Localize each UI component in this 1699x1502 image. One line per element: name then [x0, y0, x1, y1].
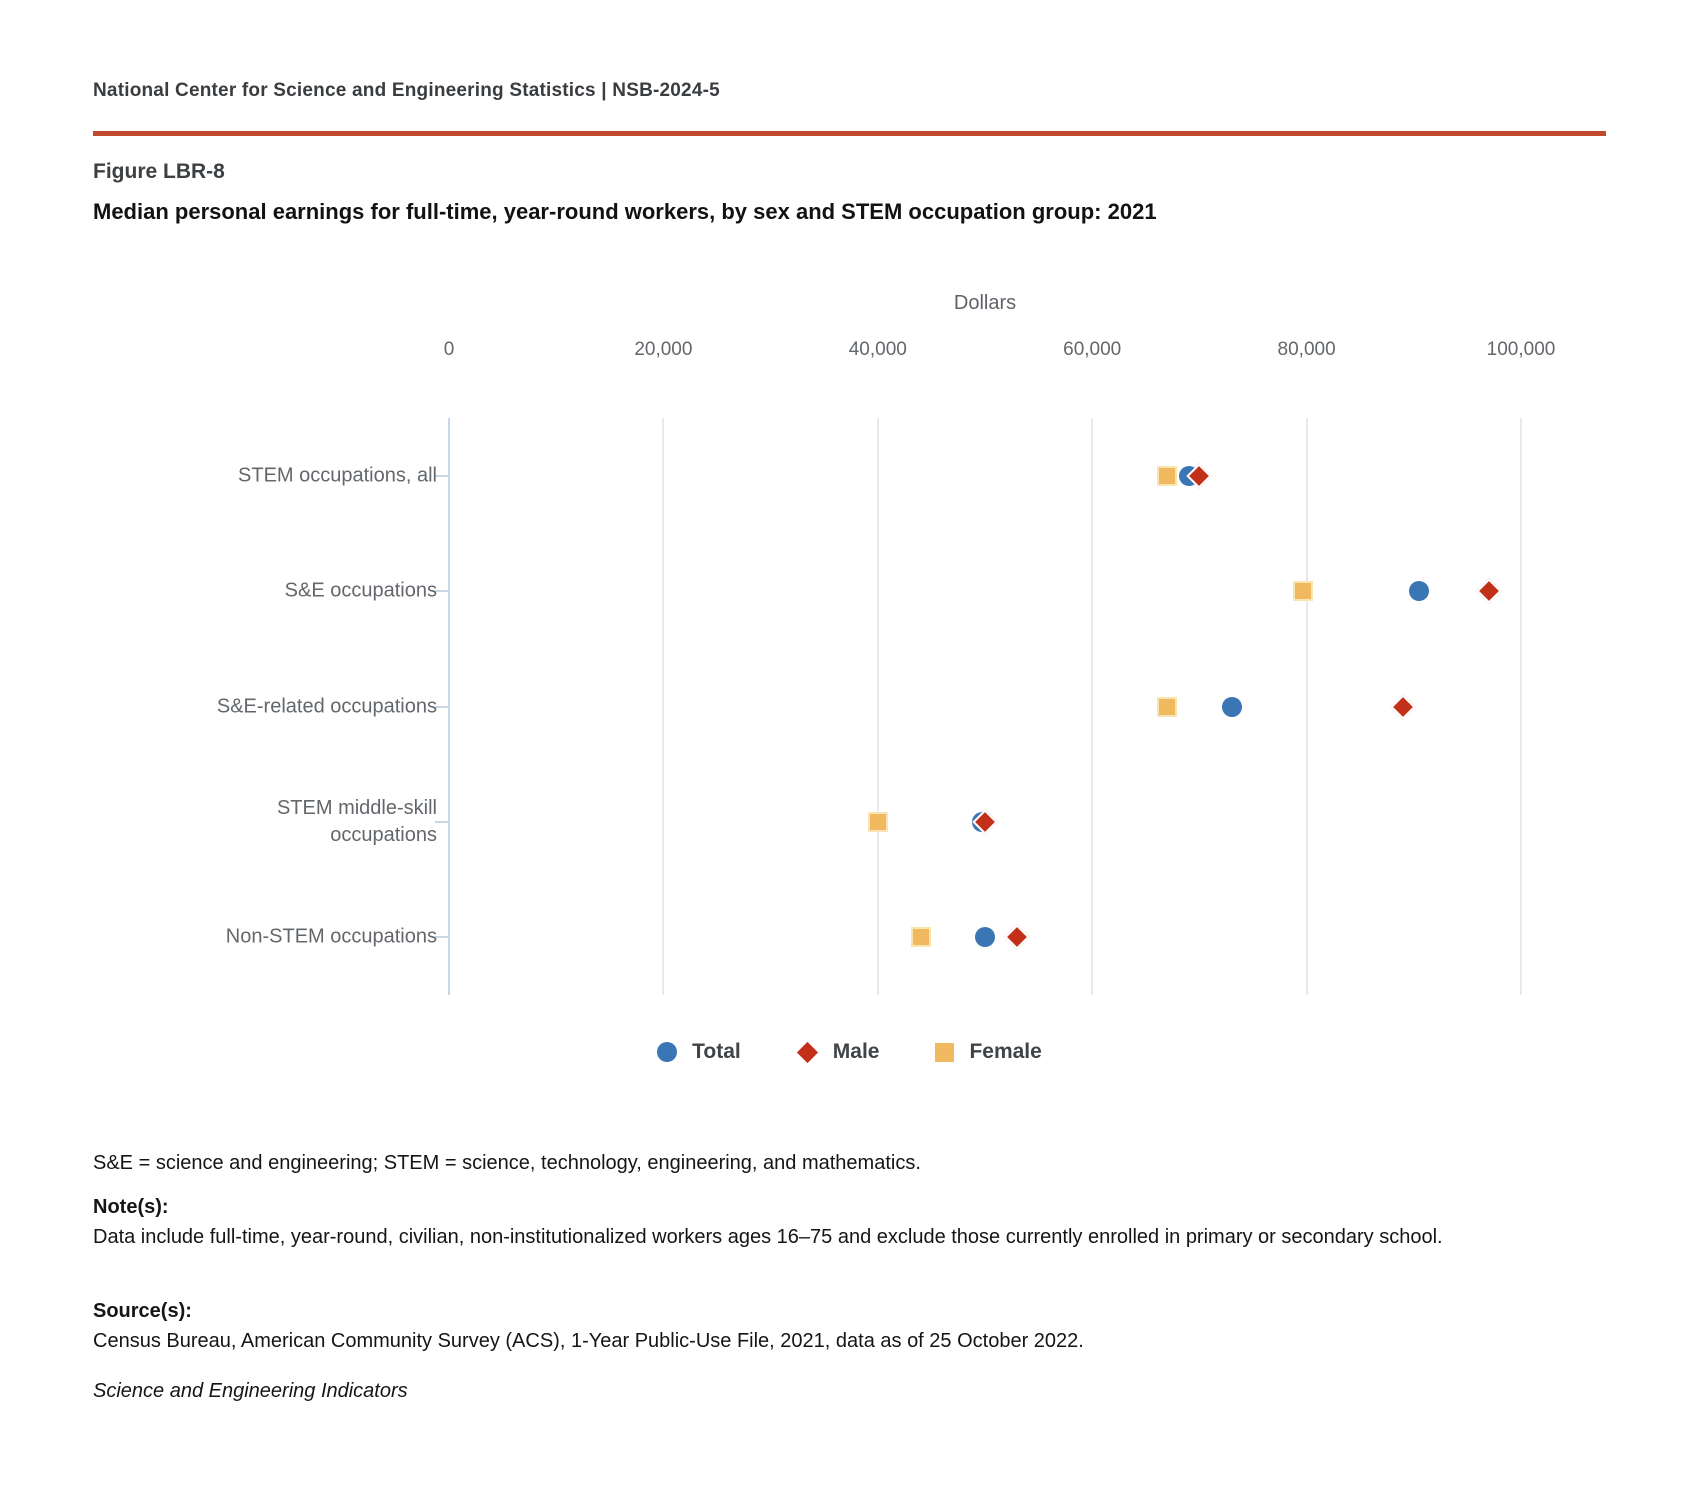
x-tick-label: 100,000: [1486, 339, 1556, 360]
category-label: STEM middle-skill occupations: [276, 796, 437, 846]
category-label: S&E occupations: [284, 579, 437, 602]
sources-label: Source(s):: [93, 1300, 192, 1322]
gridline: [1306, 418, 1308, 995]
male-marker: [1390, 694, 1415, 719]
abbreviation-note: S&E = science and engineering; STEM = science, technology, engineering, and mathematics.: [93, 1152, 921, 1174]
legend-item-female: [935, 1040, 1041, 1064]
gridline: [877, 418, 879, 995]
notes-label: Note(s):: [93, 1196, 169, 1218]
figure-label: Figure LBR-8: [93, 160, 225, 183]
figure-title: Median personal earnings for full-time, year-round workers, by sex and STEM occupation group: 2021: [93, 199, 1157, 224]
category-tick: [435, 821, 449, 823]
category-label: STEM occupations, all: [238, 464, 437, 487]
x-axis-title: Dollars: [953, 292, 1017, 314]
total-marker: [1222, 697, 1242, 717]
gridline: [662, 418, 664, 995]
female-legend-icon: [935, 1043, 954, 1062]
male-marker: [1004, 925, 1029, 950]
female-marker: [911, 927, 931, 947]
male-legend-icon: [797, 1041, 818, 1062]
legend-item-male: [797, 1040, 880, 1064]
attribution: Science and Engineering Indicators: [93, 1380, 408, 1402]
legend-label: Male: [832, 1040, 880, 1063]
x-tick-label: 80,000: [1277, 339, 1336, 360]
x-tick-label: 60,000: [1063, 339, 1122, 360]
total-legend-icon: [657, 1042, 677, 1062]
female-marker: [868, 812, 888, 832]
total-marker: [1409, 581, 1429, 601]
category-tick: [435, 475, 449, 477]
category-label: Non-STEM occupations: [225, 925, 437, 948]
notes-body: Data include full-time, year-round, civilian, non-institutionalized workers ages 16–75 and exclude those currently enrolled in primary or secondary school.: [93, 1226, 1443, 1248]
category-tick: [435, 590, 449, 592]
legend-label: Total: [692, 1040, 741, 1063]
total-marker: [975, 927, 995, 947]
x-tick-label: 40,000: [848, 339, 907, 360]
category-label: S&E-related occupations: [216, 695, 437, 718]
female-marker: [1293, 581, 1313, 601]
category-tick: [435, 706, 449, 708]
gridline: [1091, 418, 1093, 995]
female-marker: [1157, 466, 1177, 486]
category-tick: [435, 936, 449, 938]
x-tick-label: 0: [443, 339, 455, 360]
male-marker: [1476, 579, 1501, 604]
legend-item-total: [657, 1040, 741, 1064]
female-marker: [1157, 697, 1177, 717]
gridline: [1520, 418, 1522, 995]
legend-label: Female: [969, 1040, 1042, 1063]
agency-header: National Center for Science and Engineering Statistics | NSB-2024-5: [93, 80, 720, 101]
x-tick-label: 20,000: [634, 339, 693, 360]
sources-body: Census Bureau, American Community Survey (ACS), 1-Year Public-Use File, 2021, data as of 25 October 2022.: [93, 1330, 1084, 1352]
legend: [0, 1040, 1699, 1064]
